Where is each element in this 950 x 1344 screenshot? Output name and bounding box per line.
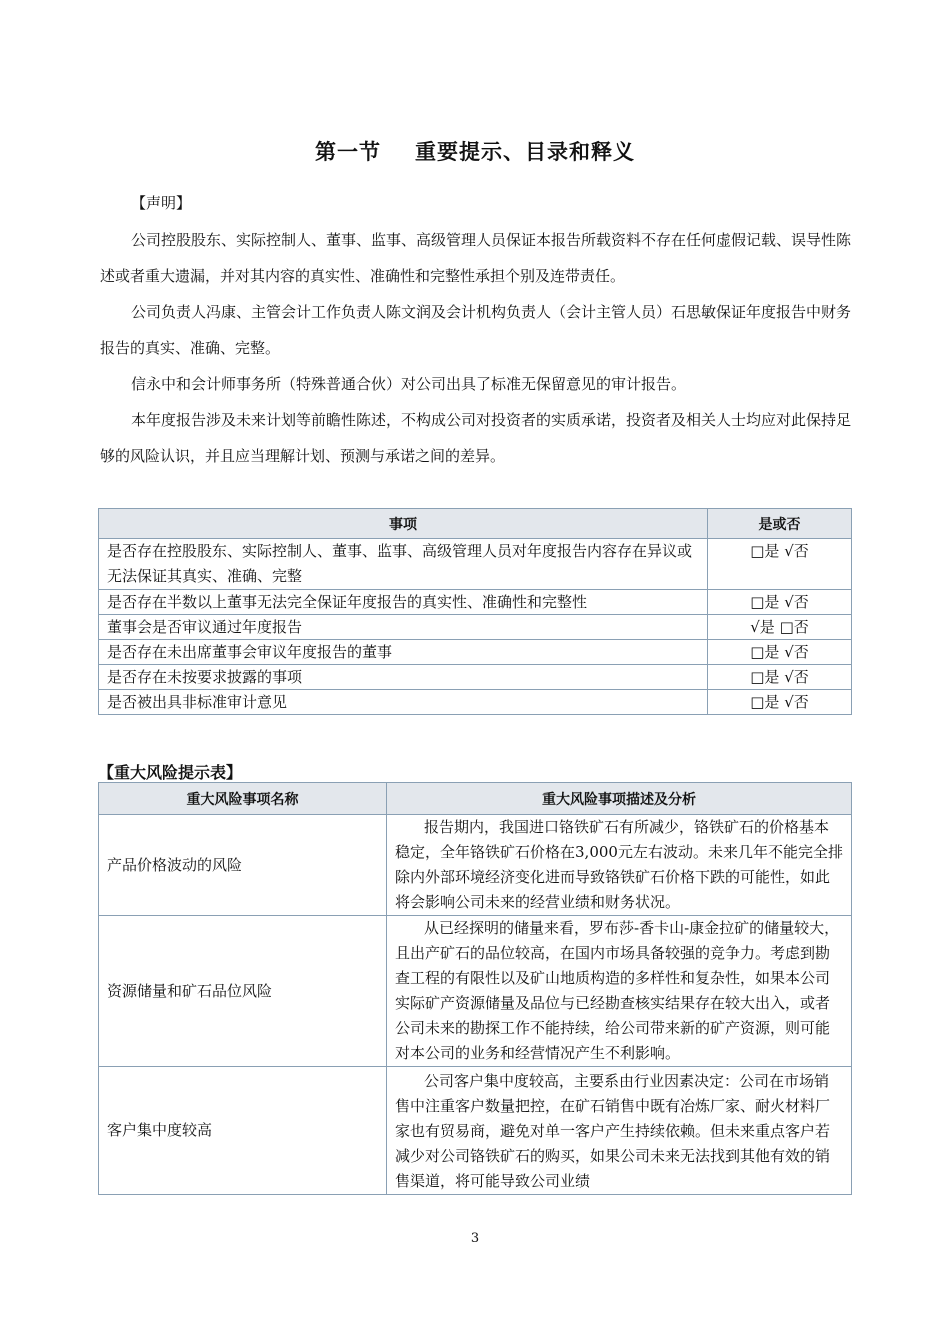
risk-name: 产品价格波动的风险	[99, 815, 387, 916]
paragraph-guarantee: 公司控股股东、实际控制人、董事、监事、高级管理人员保证本报告所载资料不存在任何虚假记载、误导性陈述或者重大遗漏，并对其内容的真实性、准确性和完整性承担个别及连带责任。	[100, 231, 852, 285]
risk-name: 客户集中度较高	[99, 1067, 387, 1195]
risk-section-title: 【重大风险提示表】	[98, 763, 243, 782]
table-row	[99, 615, 852, 640]
matter-item: 是否存在未按要求披露的事项	[99, 665, 708, 690]
risk-header-description: 重大风险事项描述及分析	[387, 783, 852, 815]
section-title	[0, 136, 950, 166]
matter-answer: □是 √否	[708, 665, 852, 690]
table-row	[99, 539, 852, 590]
matter-item: 是否存在半数以上董事无法完全保证年度报告的真实性、准确性和完整性	[99, 590, 708, 615]
matters-header-row	[99, 509, 852, 539]
table-row	[99, 1067, 852, 1195]
table-row	[99, 640, 852, 665]
matter-answer: √是 □否	[708, 615, 852, 640]
paragraph-responsible-persons: 公司负责人冯康、主管会计工作负责人陈文润及会计机构负责人（会计主管人员）石思敏保证年度报告中财务报告的真实、准确、完整。	[100, 303, 852, 357]
matter-answer: □是 √否	[708, 640, 852, 665]
section-number: 第一节	[315, 140, 381, 164]
table-row	[99, 916, 852, 1067]
risk-name: 资源储量和矿石品位风险	[99, 916, 387, 1067]
declaration-label: 【声明】	[131, 194, 192, 212]
paragraph-auditor: 信永中和会计师事务所（特殊普通合伙）对公司出具了标准无保留意见的审计报告。	[131, 375, 687, 393]
matter-answer: □是 √否	[708, 590, 852, 615]
risk-description: 公司客户集中度较高，主要系由行业因素决定：公司在市场销售中注重客户数量把控，在矿石销售中既有冶炼厂家、耐火材料厂家也有贸易商，避免对单一客户产生持续依赖。但未来重点客户若减少对公司铬铁矿石的购买，如果公司未来无法找到其他有效的销售渠道，将可能导致公司业绩	[387, 1067, 852, 1195]
section-title-text: 重要提示、目录和释义	[415, 140, 635, 164]
risk-header-row	[99, 783, 852, 815]
matter-answer: □是 √否	[708, 539, 852, 590]
risk-description: 从已经探明的储量来看，罗布莎-香卡山-康金拉矿的储量较大，且出产矿石的品位较高，在国内市场具备较强的竞争力。考虑到勘查工程的有限性以及矿山地质构造的多样性和复杂性，如果本公司实际矿产资源储量及品位与已经勘查核实结果存在较大出入，或者公司未来的勘探工作不能持续，给公司带来新的矿产资源，则可能对本公司的业务和经营情况产生不利影响。	[387, 916, 852, 1067]
matters-table	[98, 508, 852, 715]
matter-item: 是否存在控股股东、实际控制人、董事、监事、高级管理人员对年度报告内容存在异议或无法保证其真实、准确、完整	[99, 539, 708, 590]
risk-table	[98, 782, 852, 1195]
matter-answer: □是 √否	[708, 690, 852, 715]
risk-header-name: 重大风险事项名称	[99, 783, 387, 815]
risk-description: 报告期内，我国进口铬铁矿石有所减少，铬铁矿石的价格基本稳定，全年铬铁矿石价格在3,000元左右波动。未来几年不能完全排除内外部环境经济变化进而导致铬铁矿石价格下跌的可能性，如此将会影响公司未来的经营业绩和财务状况。	[387, 815, 852, 916]
matter-item: 是否被出具非标准审计意见	[99, 690, 708, 715]
matter-item: 董事会是否审议通过年度报告	[99, 615, 708, 640]
table-row	[99, 690, 852, 715]
matters-header-answer: 是或否	[708, 509, 852, 539]
table-row	[99, 590, 852, 615]
page-number: 3	[470, 1231, 480, 1246]
table-row	[99, 815, 852, 916]
paragraph-forward-looking: 本年度报告涉及未来计划等前瞻性陈述，不构成公司对投资者的实质承诺，投资者及相关人士均应对此保持足够的风险认识，并且应当理解计划、预测与承诺之间的差异。	[100, 411, 852, 465]
matters-header-item: 事项	[99, 509, 708, 539]
matter-item: 是否存在未出席董事会审议年度报告的董事	[99, 640, 708, 665]
table-row	[99, 665, 852, 690]
